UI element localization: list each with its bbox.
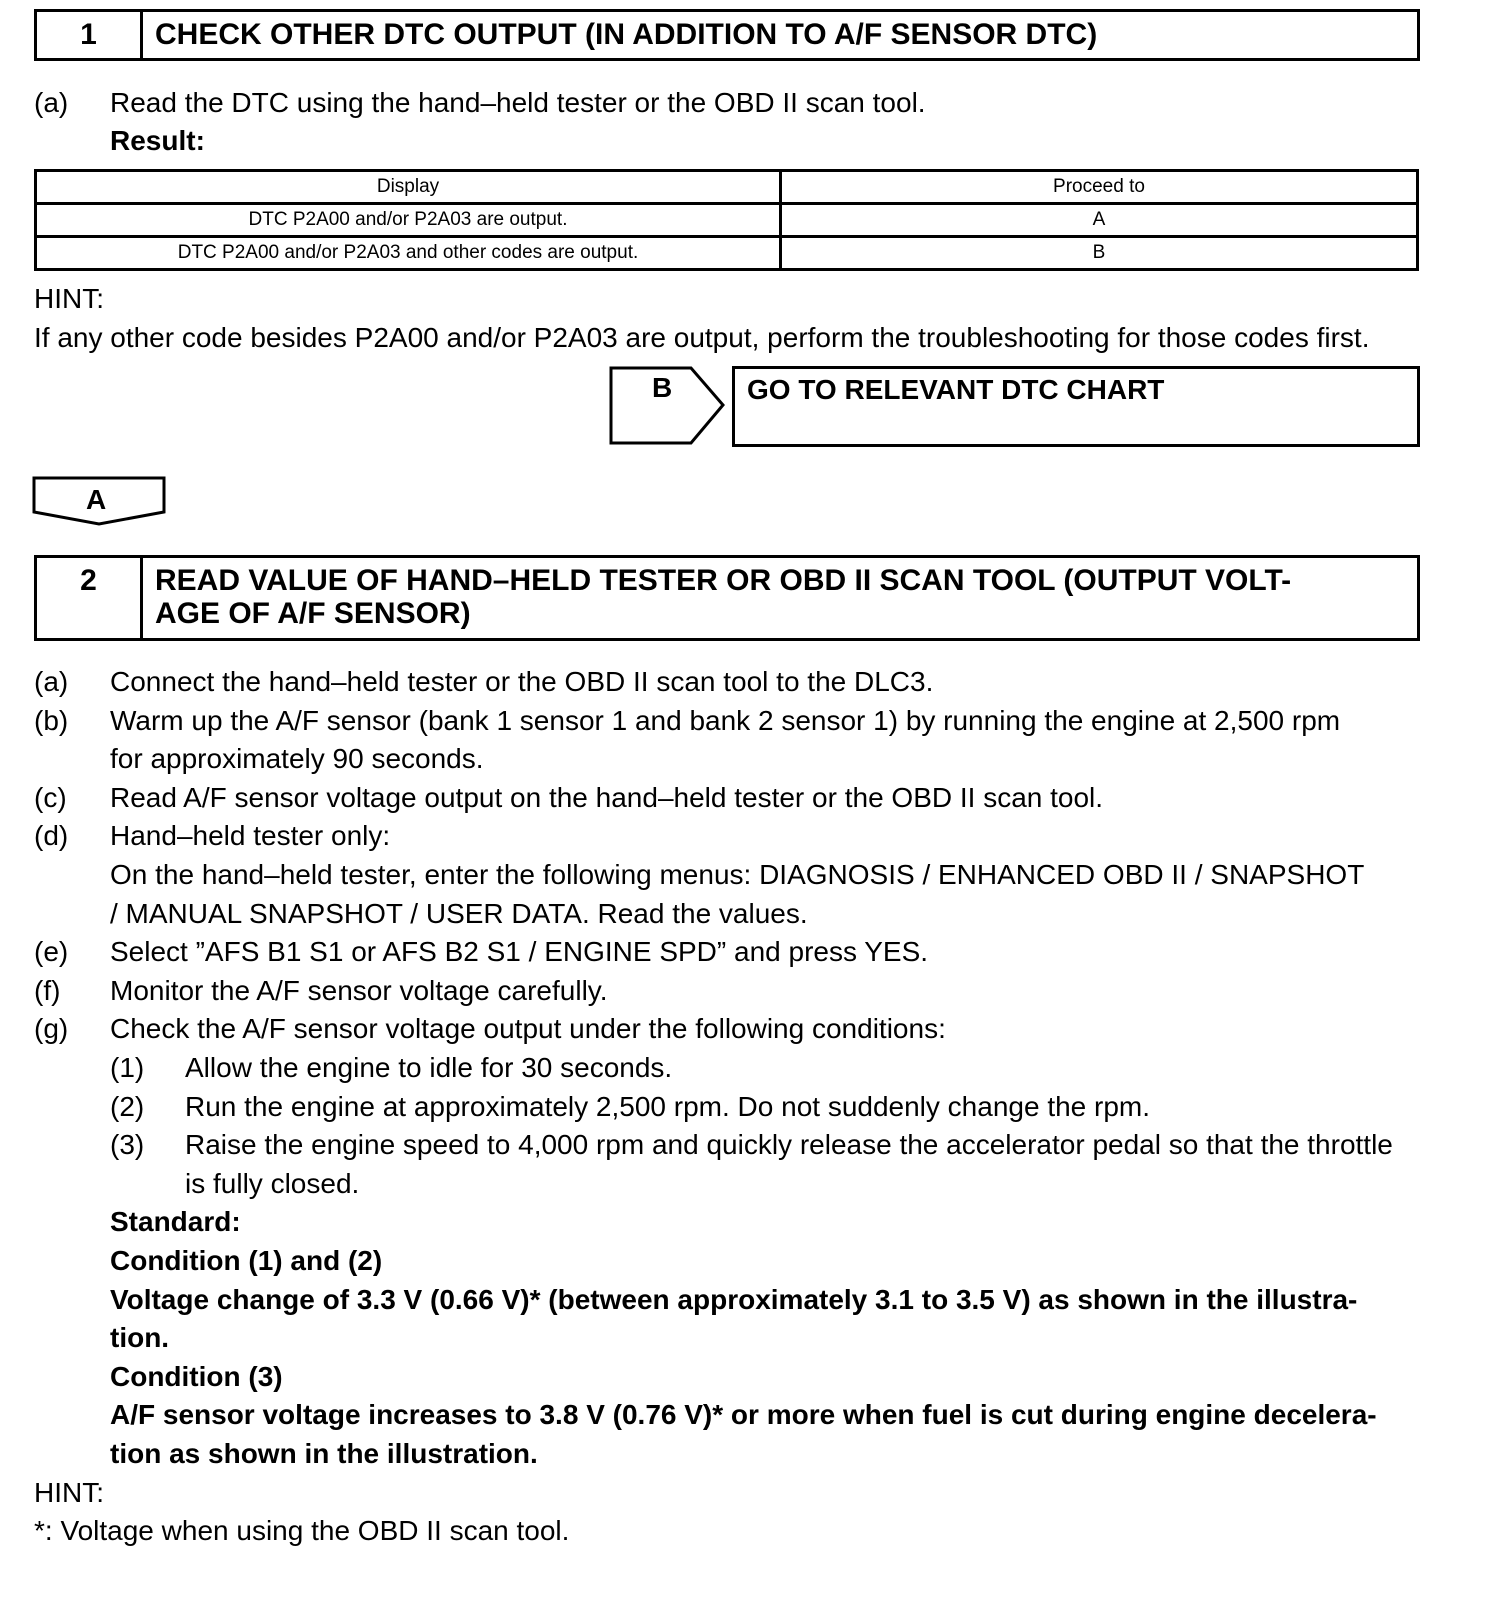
branch-b-letter: B	[652, 372, 673, 403]
cell-proceed: A	[781, 204, 1418, 237]
result-table	[34, 169, 1419, 271]
step-number: 1	[37, 12, 143, 58]
item-text: Warm up the A/F sensor (bank 1 sensor 1 and bank 2 sensor 1) by running the engine at 2,500 rpm	[110, 704, 1341, 736]
header-display: Display	[36, 171, 781, 204]
item-label: (f)	[34, 974, 61, 1006]
item-text: Connect the hand–held tester or the OBD II scan tool to the DLC3.	[110, 666, 934, 697]
step-number: 2	[37, 558, 143, 638]
item-text: Voltage change of 3.3 V (0.66 V)* (between approximately 3.1 to 3.5 V) as shown in the illustra-	[110, 1283, 1358, 1315]
branch-b-action: GO TO RELEVANT DTC CHART	[747, 374, 1165, 405]
item-text: Run the engine at approximately 2,500 rpm. Do not suddenly change the rpm.	[185, 1090, 1151, 1122]
branch-b-action-box	[732, 366, 1420, 447]
item-text: Condition (3)	[110, 1360, 283, 1392]
item-text: Standard:	[110, 1206, 241, 1238]
item-label: (g)	[34, 1013, 69, 1045]
item-text: is fully closed.	[185, 1167, 360, 1199]
hint-label: HINT:	[34, 1476, 104, 1508]
item-text: On the hand–held tester, enter the following menus: DIAGNOSIS / ENHANCED OBD II / SNAPSHOT	[110, 859, 1365, 890]
item-text: for approximately 90 seconds.	[110, 743, 484, 775]
item-text: Allow the engine to idle for 30 seconds.	[185, 1052, 673, 1083]
cell-display: DTC P2A00 and/or P2A03 are output.	[36, 204, 781, 237]
item-label: (2)	[110, 1090, 145, 1122]
cell-display: DTC P2A00 and/or P2A03 and other codes are output.	[36, 237, 781, 270]
item-label: (b)	[34, 704, 69, 736]
item-text: Read A/F sensor voltage output on the hand–held tester or the OBD II scan tool.	[110, 781, 1104, 813]
hint-text: *: Voltage when using the OBD II scan tool.	[34, 1515, 570, 1547]
item-text: Raise the engine speed to 4,000 rpm and quickly release the accelerator pedal so that the throttle	[185, 1129, 1393, 1161]
item-label: (a)	[34, 666, 69, 697]
branch-a-letter: A	[86, 484, 107, 515]
step-title	[143, 558, 1417, 638]
item-label: (e)	[34, 936, 69, 968]
item-label: (1)	[110, 1052, 145, 1083]
result-label: Result:	[110, 125, 205, 156]
item-text: / MANUAL SNAPSHOT / USER DATA. Read the values.	[110, 897, 808, 929]
item-label: (d)	[34, 820, 69, 852]
item-text: A/F sensor voltage increases to 3.8 V (0.76 V)* or more when fuel is cut during engine decelera-	[110, 1399, 1377, 1431]
step-title-line: AGE OF A/F SENSOR)	[155, 597, 471, 630]
item-text: tion as shown in the illustration.	[110, 1438, 538, 1469]
step-1-header	[34, 9, 1420, 61]
hint-label: HINT:	[34, 283, 104, 314]
item-text: Hand–held tester only:	[110, 820, 391, 852]
item-label: (c)	[34, 781, 67, 813]
step-title: CHECK OTHER DTC OUTPUT (IN ADDITION TO A/F SENSOR DTC)	[155, 18, 1098, 51]
item-label: (3)	[110, 1129, 145, 1161]
table-row	[36, 237, 1418, 270]
item-text: Condition (1) and (2)	[110, 1245, 383, 1276]
item-text: tion.	[110, 1322, 170, 1354]
header-proceed: Proceed to	[781, 171, 1418, 204]
item-label: (a)	[34, 87, 69, 118]
item-text: Monitor the A/F sensor voltage carefully.	[110, 974, 608, 1006]
table-header-row	[36, 171, 1418, 204]
item-text: Check the A/F sensor voltage output under the following conditions:	[110, 1013, 946, 1045]
table-row	[36, 204, 1418, 237]
item-text: Select ”AFS B1 S1 or AFS B2 S1 / ENGINE SPD” and press YES.	[110, 936, 929, 968]
hint-text: If any other code besides P2A00 and/or P2A03 are output, perform the troubleshooting for those codes first.	[34, 322, 1370, 353]
step-title-line: READ VALUE OF HAND–HELD TESTER OR OBD II SCAN TOOL (OUTPUT VOLT-	[155, 564, 1292, 597]
cell-proceed: B	[781, 237, 1418, 270]
item-text: Read the DTC using the hand–held tester or the OBD II scan tool.	[110, 87, 926, 118]
step-2-header	[34, 555, 1420, 641]
